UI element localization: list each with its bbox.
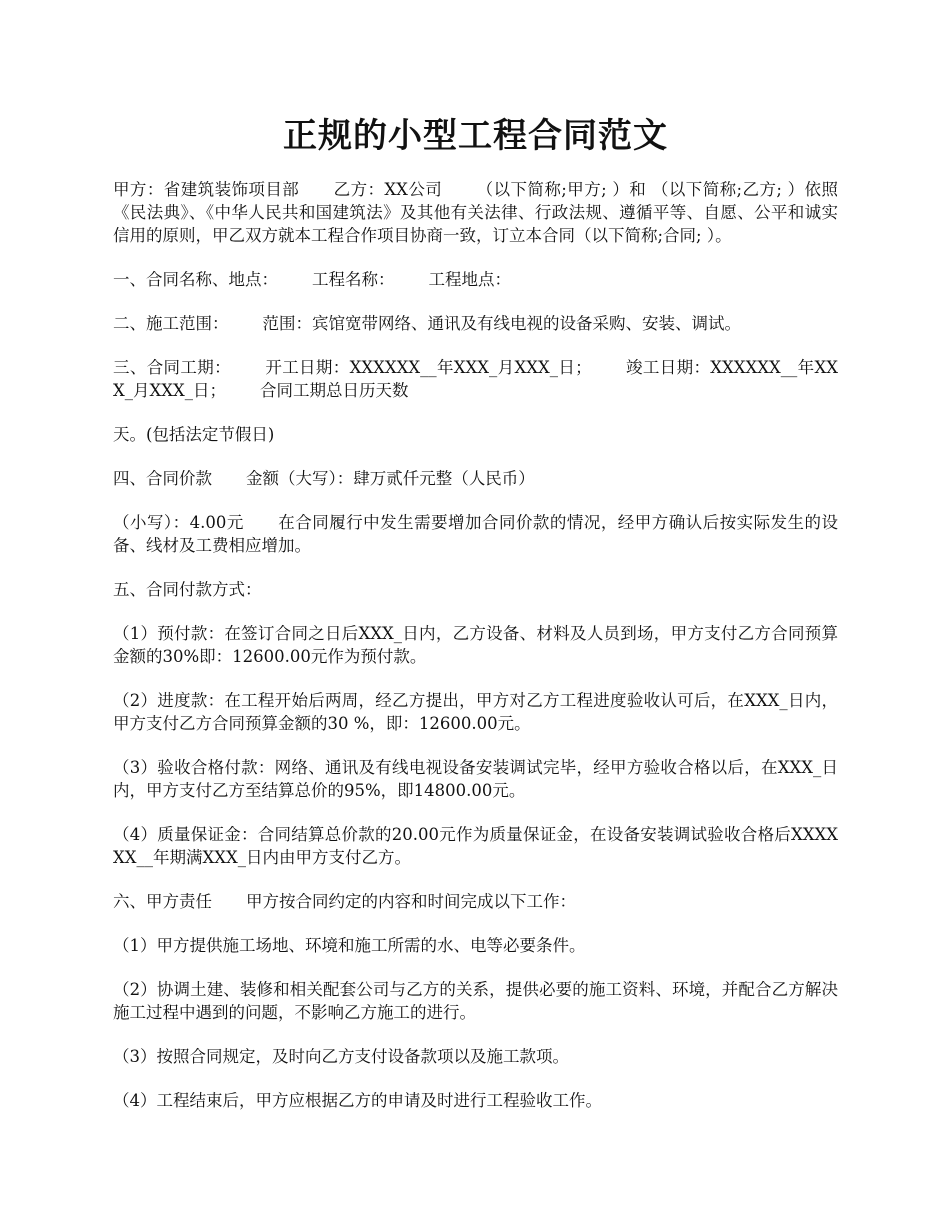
section-4-detail <box>113 511 838 557</box>
party-b: 乙方：XX公司 <box>333 180 443 199</box>
responsibility-item: （2）协调土建、装修和相关配套公司与乙方的关系，提供必要的施工资料、环境，并配合乙方解决施工过程中遇到的问题，不影响乙方施工的进行。 <box>113 980 838 1022</box>
amount-upper: 金额（大写）：肆万贰仟元整（人民币） <box>246 469 535 488</box>
total-days: 合同工期总日历天数 <box>260 381 409 400</box>
responsibility-item: （4）工程结束后，甲方应根据乙方的申请及时进行工程验收工作。 <box>113 1091 602 1110</box>
document-title: 正规的小型工程合同范文 <box>283 116 668 156</box>
payment-item: （4）质量保证金：合同结算总价款的20.00元作为质量保证金，在设备安装调试验收合格后XXXXXX__年期满XXX_日内由甲方支付乙方。 <box>113 825 838 867</box>
responsibility-item: （3）按照合同规定，及时向乙方支付设备款项以及施工款项。 <box>113 1047 569 1066</box>
section-4 <box>113 467 838 490</box>
payment-item: （2）进度款：在工程开始后两周，经乙方提出，甲方对乙方工程进度验收认可后，在XXX_日内，甲方支付乙方合同预算金额的30 %，即：12600.00元。 <box>113 691 838 733</box>
section-1 <box>113 268 838 291</box>
end-date: 竣工日期：XXXXXX__年XXX_月XXX_日； <box>113 358 838 400</box>
payment-item: （3）验收合格付款：网络、通讯及有线电视设备安装调试完毕，经甲方验收合格以后，在XXX_日内，甲方支付乙方至结算总价的95%，即14800.00元。 <box>113 758 838 800</box>
intro-body: （以下简称;甲方; ）和 （以下简称;乙方; ）依照《民法典》、《中华人民共和国建筑法》及其他有关法律、行政法规、遵循平等、自愿、公平和诚实信用的原则，甲乙双方就本工程合作项目协商一致，订立本合同（以下简称;合同; ）。 <box>113 180 838 245</box>
section-4-heading: 四、合同价款 <box>113 469 212 488</box>
section-3-continuation: 天。(包括法定节假日) <box>113 425 275 444</box>
section-2-heading: 二、施工范围： <box>113 314 229 333</box>
intro-paragraph <box>113 178 838 247</box>
section-3 <box>113 356 838 402</box>
start-date: 开工日期：XXXXXX__年XXX_月XXX_日； <box>264 358 592 377</box>
section-3-heading: 三、合同工期： <box>113 358 231 377</box>
price-note: 在合同履行中发生需要增加合同价款的情况，经甲方确认后按实际发生的设备、线材及工费相应增加。 <box>113 513 839 555</box>
section-2 <box>113 312 838 335</box>
document-body <box>113 178 838 1133</box>
responsibility-item: （1）甲方提供施工场地、环境和施工所需的水、电等必要条件。 <box>113 936 586 955</box>
party-a: 甲方：省建筑装饰项目部 <box>113 180 300 199</box>
section-6 <box>113 890 838 913</box>
section-1-heading: 一、合同名称、地点： <box>113 270 278 289</box>
project-location-label: 工程地点： <box>428 270 511 289</box>
project-name-label: 工程名称： <box>312 270 395 289</box>
payment-item: （1）预付款：在签订合同之日后XXX_日内，乙方设备、材料及人员到场，甲方支付乙方合同预算金额的30%即：12600.00元作为预付款。 <box>113 624 838 666</box>
section-6-intro: 甲方按合同约定的内容和时间完成以下工作： <box>246 892 576 911</box>
construction-scope: 范围：宾馆宽带网络、通讯及有线电视的设备采购、安装、调试。 <box>262 314 741 333</box>
section-6-heading: 六、甲方责任 <box>113 892 212 911</box>
amount-lower: （小写）：4.00元 <box>113 513 244 532</box>
section-5-heading: 五、合同付款方式： <box>113 580 262 599</box>
